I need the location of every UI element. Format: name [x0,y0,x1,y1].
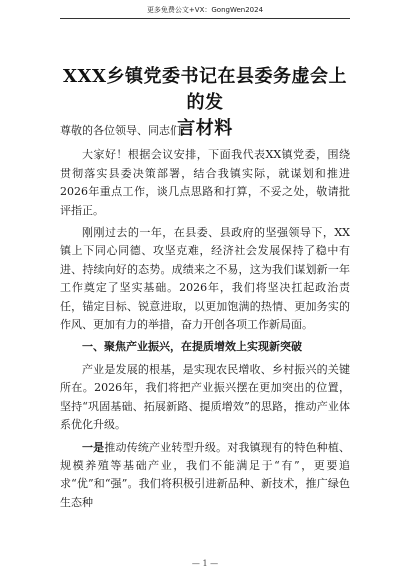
subpoint-lead-title: 推动传统产业转型升级。 [104,440,228,454]
paragraph-subpoint-1 [60,439,350,513]
subpoint-lead: 一是 [82,440,105,454]
title-line-2: 言材料 [177,118,233,139]
header-divider [60,18,350,19]
salutation: 尊敬的各位领导、同志们： [60,124,192,137]
section-heading-1: 一、聚焦产业振兴，在提质增效上实现新突破 [82,340,302,354]
paragraph-opening: 大家好！根据会议安排，下面我代表XX镇党委，围绕贯彻落实县委决策部署，结合我镇实际，就谋划和推进2026年重点工作，谈几点思路和打算，不妥之处，敬请批评指正。 [60,148,350,217]
paragraph-review: 刚刚过去的一年，在县委、县政府的坚强领导下，XX镇上下同心同德、攻坚克难，经济社会发展保持了稳中有进、持续向好的态势。成绩来之不易，这为我们谋划新一年工作奠定了坚实基础。2026年，我们将坚决扛起政治责任，锚定目标、锐意进取，以更加饱满的热情、更加务实的作风、更加有力的举措，奋力开创各项工作新局面。 [60,226,350,332]
page-number: — 1 — [191,559,219,568]
title-line-1: XXX乡镇党委书记在县委务虚会上的发 [63,66,347,113]
document-body [60,122,350,516]
paragraph-section-1: 产业是发展的根基，是实现农民增收、乡村振兴的关键所在。2026年，我们将把产业振兴摆在更加突出的位置，坚持“巩固基础、拓展新路、提质增效”的思路，推动产业体系优化升级。 [60,362,350,432]
page-header: 更多免费公文+VX：GongWen2024 [146,6,264,14]
subpoint-text: 对我镇现有的特色种植、规模养殖等基础产业，我们不能满足于“有”，更要追求“优”和“强”。我们将积极引进新品种、新技术，推广绿色生态种 [60,440,351,509]
